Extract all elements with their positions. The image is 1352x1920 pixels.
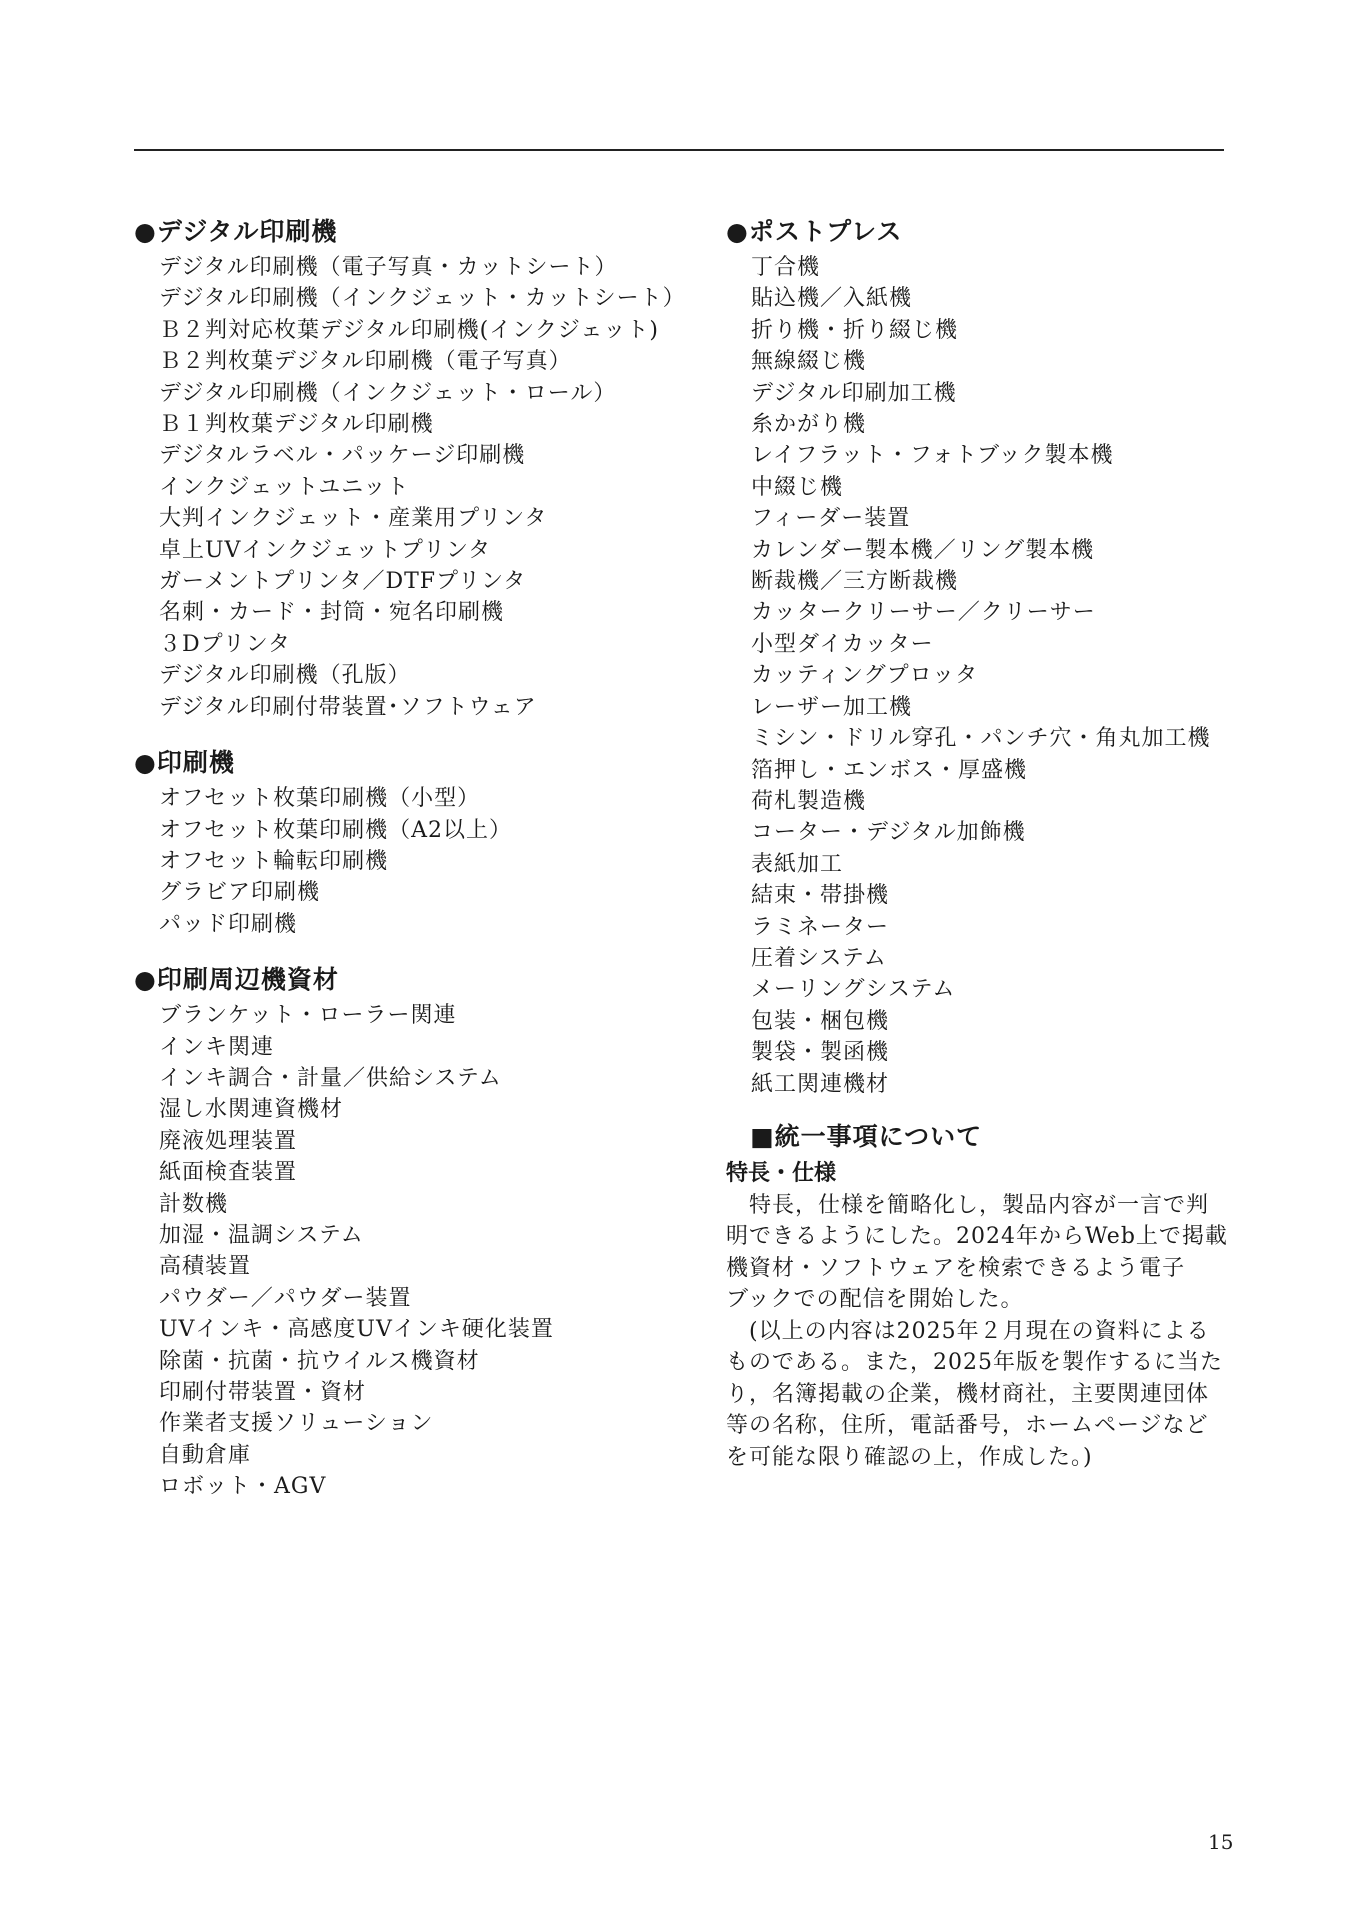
list-item: ガーメントプリンタ／DTFプリンタ xyxy=(159,569,527,595)
list-item: 除菌・抗菌・抗ウイルス機資材 xyxy=(159,1348,480,1374)
list-item: 湿し水関連資機材 xyxy=(159,1097,344,1123)
item-list-printing-press xyxy=(159,783,694,940)
list-item: 箔押し・エンボス・厚盛機 xyxy=(751,757,1028,783)
paragraph-line: 機資材・ソフトウェアを検索できるよう電子 xyxy=(726,1255,1186,1281)
list-item: 紙工関連機材 xyxy=(751,1071,890,1097)
list-item: ラミネーター xyxy=(751,914,890,940)
list-item: UVインキ・高感度UVインキ硬化装置 xyxy=(159,1317,554,1343)
list-item: 大判インクジェット・産業用プリンタ xyxy=(159,506,548,532)
list-item: 高積装置 xyxy=(159,1254,252,1280)
header-rule xyxy=(134,149,1224,151)
list-item: Ｂ２判枚葉デジタル印刷機（電子写真） xyxy=(159,349,572,375)
list-item: コーター・デジタル加飾機 xyxy=(751,820,1026,846)
list-item: 荷札製造機 xyxy=(751,788,867,814)
list-item: ロボット・AGV xyxy=(159,1474,327,1500)
list-item: オフセット枚葉印刷機（A2以上） xyxy=(159,817,513,843)
right-column xyxy=(726,212,1226,1473)
list-item: 計数機 xyxy=(159,1191,229,1217)
list-item: デジタル印刷付帯装置･ソフトウェア xyxy=(159,694,537,720)
list-item: 自動倉庫 xyxy=(159,1442,252,1468)
list-item: 結束・帯掛機 xyxy=(751,883,890,909)
page-number: 15 xyxy=(1208,1830,1234,1854)
list-item: 包装・梱包機 xyxy=(751,1008,890,1034)
list-item: ブランケット・ローラー関連 xyxy=(159,1003,457,1029)
list-item: レーザー加工機 xyxy=(751,694,913,720)
list-item: インキ調合・計量／供給システム xyxy=(159,1065,502,1091)
list-item: 名刺・カード・封筒・宛名印刷機 xyxy=(159,600,505,626)
notes-paragraph-1 xyxy=(726,1190,1226,1316)
list-item: 作業者支援ソリューション xyxy=(159,1411,434,1437)
item-list-digital-printing xyxy=(159,252,694,723)
list-item: 圧着システム xyxy=(751,945,887,971)
paragraph-line: ブックでの配信を開始した。 xyxy=(726,1287,1024,1313)
list-item: カレンダー製本機／リング製本機 xyxy=(751,537,1095,563)
section-heading-digital-printing: ●デジタル印刷機 xyxy=(134,217,338,246)
list-item: デジタル印刷加工機 xyxy=(751,380,957,406)
list-item: 卓上UVインクジェットプリンタ xyxy=(159,537,492,563)
list-item: 製袋・製函機 xyxy=(751,1040,890,1066)
list-item: ミシン・ドリル穿孔・パンチ穴・角丸加工機 xyxy=(751,726,1211,752)
list-item: デジタル印刷機（インクジェット・ロール） xyxy=(159,380,617,406)
list-item: デジタル印刷機（電子写真・カットシート） xyxy=(159,255,618,280)
paragraph-line: (以上の内容は2025年２月現在の資料による xyxy=(726,1318,1210,1344)
list-item: 中綴じ機 xyxy=(751,474,844,500)
list-item: 廃液処理装置 xyxy=(159,1128,298,1154)
list-item: デジタル印刷機（インクジェット・カットシート） xyxy=(159,286,686,312)
section-gap xyxy=(134,723,694,743)
notes-heading: ■統一事項について xyxy=(750,1121,983,1151)
list-item: グラビア印刷機 xyxy=(159,880,321,906)
list-item: 紙面検査装置 xyxy=(159,1160,298,1186)
list-item: 無線綴じ機 xyxy=(751,349,867,375)
section-heading-peripheral-materials: ●印刷周辺機資材 xyxy=(134,965,339,995)
section-heading-printing-press: ●印刷機 xyxy=(134,748,235,778)
item-list-postpress xyxy=(751,252,1226,1100)
list-item: カッティングプロッタ xyxy=(751,663,979,689)
paragraph-line: 明できるようにした。2024年からWeb上で掲載 xyxy=(726,1224,1228,1250)
list-item: 糸かがり機 xyxy=(751,412,867,438)
list-item: 貼込機／入紙機 xyxy=(751,286,913,312)
paragraph-line: ものである。また，2025年版を製作するに当た xyxy=(726,1350,1223,1376)
list-item: オフセット輪転印刷機 xyxy=(159,848,389,874)
list-item: レイフラット・フォトブック製本機 xyxy=(751,443,1114,469)
list-item: デジタルラベル・パッケージ印刷機 xyxy=(159,443,526,469)
list-item: メーリングシステム xyxy=(751,977,956,1003)
paragraph-line: 等の名称，住所，電話番号，ホームページなど xyxy=(726,1413,1209,1439)
item-list-peripheral-materials xyxy=(159,1000,694,1503)
notes-paragraph-2 xyxy=(726,1316,1226,1474)
list-item: 小型ダイカッター xyxy=(751,631,934,657)
list-item: フィーダー装置 xyxy=(751,506,911,532)
list-item: 加湿・温調システム xyxy=(159,1222,364,1248)
list-item: オフセット枚葉印刷機（小型） xyxy=(159,786,481,812)
list-item: 折り機・折り綴じ機 xyxy=(751,317,959,343)
list-item: Ｂ２判対応枚葉デジタル印刷機(インクジェット) xyxy=(159,317,659,343)
section-gap xyxy=(134,940,694,960)
left-column xyxy=(134,212,694,1503)
paragraph-line: 特長，仕様を簡略化し，製品内容が一言で判 xyxy=(726,1192,1210,1218)
list-item: ３Dプリンタ xyxy=(159,631,291,657)
list-item: カッタークリーサー／クリーサー xyxy=(751,600,1096,626)
paragraph-line: を可能な限り確認の上，作成した。) xyxy=(726,1444,1093,1470)
list-item: 印刷付帯装置・資材 xyxy=(159,1380,367,1405)
list-item: 丁合機 xyxy=(751,255,821,280)
list-item: 表紙加工 xyxy=(751,851,844,877)
section-heading-postpress: ●ポストプレス xyxy=(726,217,903,246)
list-item: パッド印刷機 xyxy=(159,911,298,937)
list-item: Ｂ１判枚葉デジタル印刷機 xyxy=(159,412,434,438)
paragraph-line: り，名簿掲載の企業，機材商社，主要関連団体 xyxy=(726,1381,1210,1407)
list-item: デジタル印刷機（孔版） xyxy=(159,663,411,689)
list-item: インクジェットユニット xyxy=(159,474,410,500)
list-item: インキ関連 xyxy=(159,1034,275,1060)
notes-subheading: 特長・仕様 xyxy=(726,1160,837,1186)
list-item: 断裁機／三方断裁機 xyxy=(751,569,959,595)
list-item: パウダー／パウダー装置 xyxy=(159,1285,412,1311)
